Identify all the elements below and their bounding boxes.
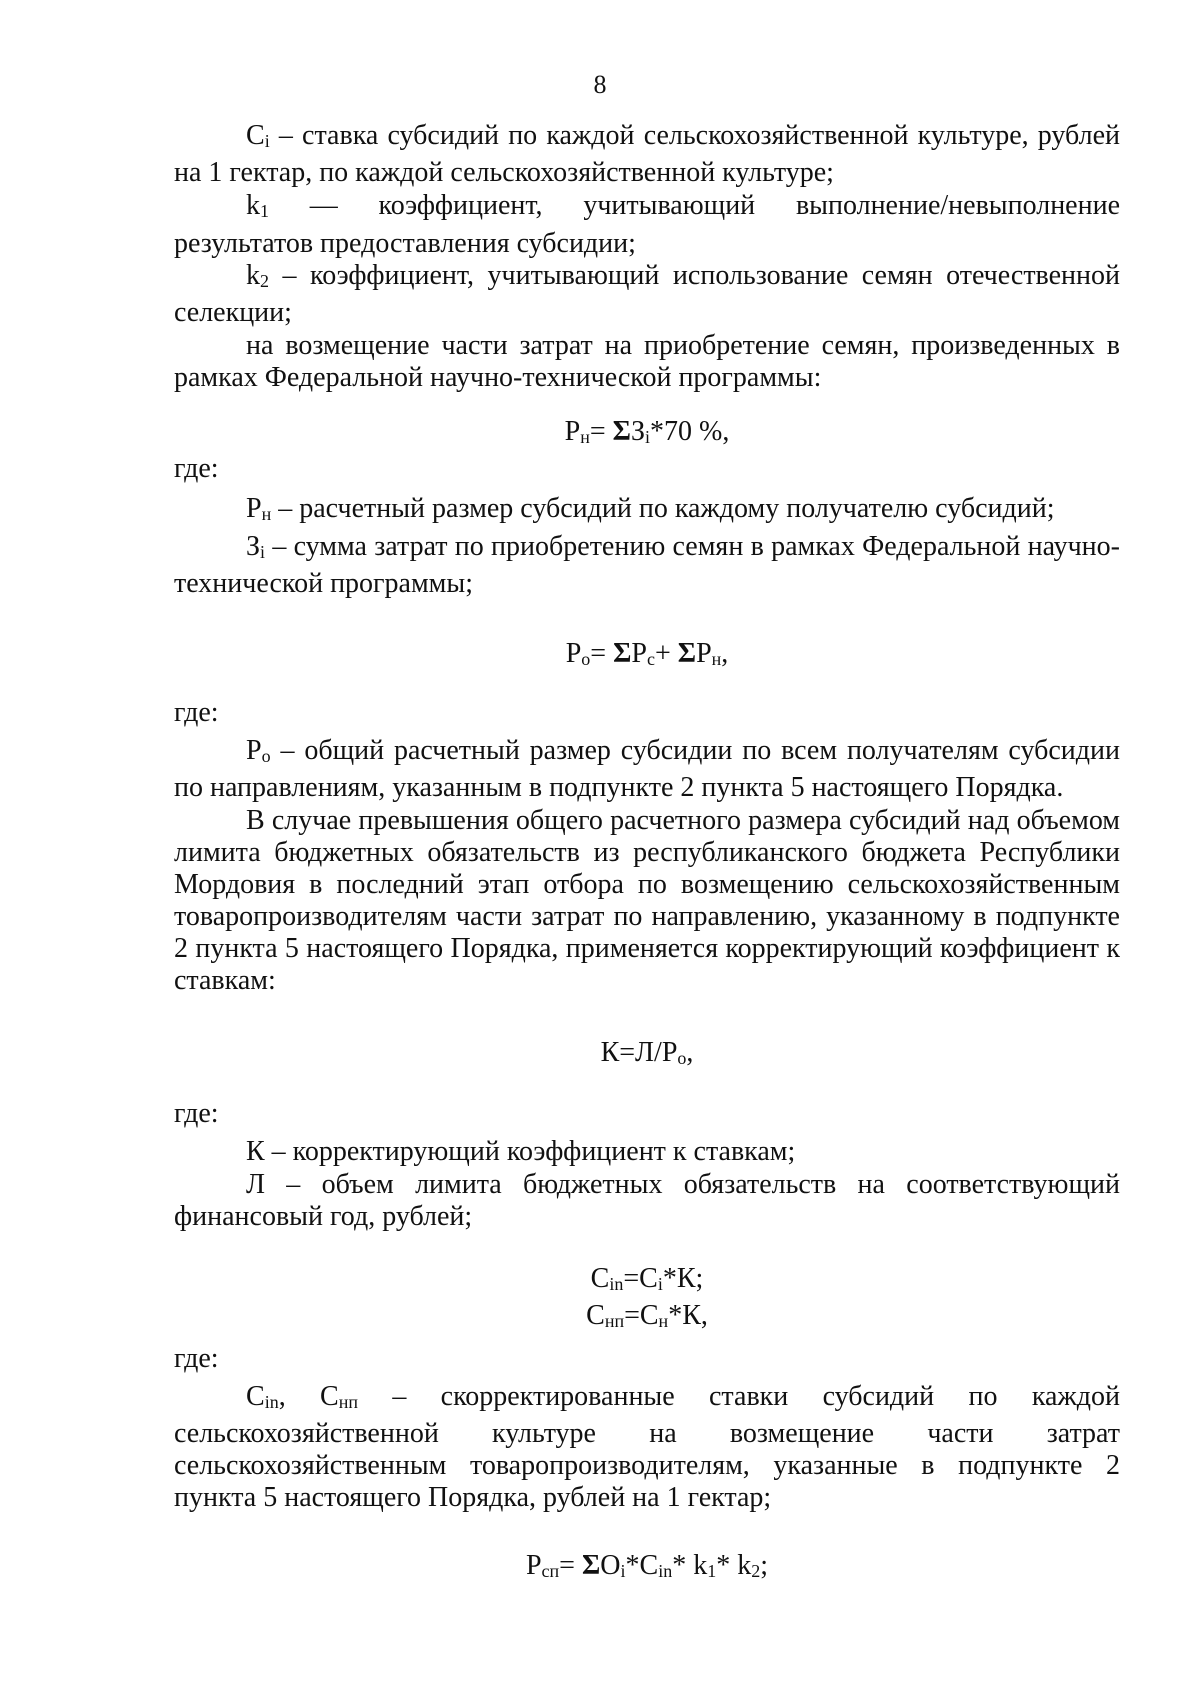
where-label-4: где: (174, 1343, 219, 1374)
paragraph-k-definition: К – корректирующий коэффициент к ставкам; (246, 1136, 796, 1167)
where-label-2: где: (174, 697, 219, 728)
paragraph-k2-definition: k2 – коэффициент, учитывающий использование семян отечественной селекции; (174, 260, 1120, 328)
formula-rn: Рн= ΣЗi*70 %, (564, 416, 730, 447)
page-number: 8 (593, 70, 607, 99)
formula-rsp: Рсп= ΣОi*Сin* k1* k2; (525, 1550, 769, 1581)
where-label-1: где: (174, 453, 219, 484)
paragraph-cin-definition: Сin, Снп – скорректированные ставки субсидий по каждой сельскохозяйственной культуре на возмещение части затрат сельскохозяйственным товаропроизводителям, указанные в подпункте 2 пункта 5 настоящего Порядка, рублей на 1 гектар; (174, 1381, 1121, 1513)
paragraph-k1-definition: k1 — коэффициент, учитывающий выполнение/невыполнение (246, 190, 1120, 221)
formula-cnn: Снп=Сн*К, (586, 1300, 708, 1331)
paragraph-rn-definition: Рн – расчетный размер субсидий по каждому получателю субсидий; (246, 493, 1055, 524)
formula-ro: Ро= ΣРс+ ΣРн, (565, 638, 729, 669)
paragraph-zi-definition: Зi – сумма затрат по приобретению семян в рамках Федеральной научно-технической программы; (174, 531, 1120, 599)
paragraph-case-excess: В случае превышения общего расчетного размера субсидий над объемом лимита бюджетных обязательств из республиканского бюджета Республики Мордовия в последний этап отбора по возмещению сельскохозяйственным товаропроизводителям части затрат по направлению, указанному в подпункте 2 пункта 5 настоящего Порядка, применяется корректирующий коэффициент к ставкам: (174, 805, 1120, 996)
paragraph-l-definition: Л – объем лимита бюджетных обязательств на соответствующий финансовый год, рублей; (174, 1169, 1120, 1232)
paragraph-intro-seeds: на возмещение части затрат на приобретение семян, произведенных в рамках Федеральной научно-технической программы: (174, 330, 1120, 393)
paragraph-ro-definition: Ро – общий расчетный размер субсидии по всем получателям субсидии по направлениям, указанным в подпункте 2 пункта 5 настоящего Порядка. (174, 735, 1120, 803)
paragraph-k1-continuation: результатов предоставления субсидии; (174, 228, 636, 259)
formula-cin: Сin=Сi*К; (590, 1263, 704, 1294)
paragraph-ci-definition: Сi – ставка субсидий по каждой сельскохозяйственной культуре, рублей на 1 гектар, по каждой сельскохозяйственной культуре; (174, 120, 1120, 188)
document-body (174, 120, 1120, 1587)
where-label-3: где: (174, 1098, 219, 1129)
formula-k: К=Л/Ро, (600, 1037, 694, 1068)
